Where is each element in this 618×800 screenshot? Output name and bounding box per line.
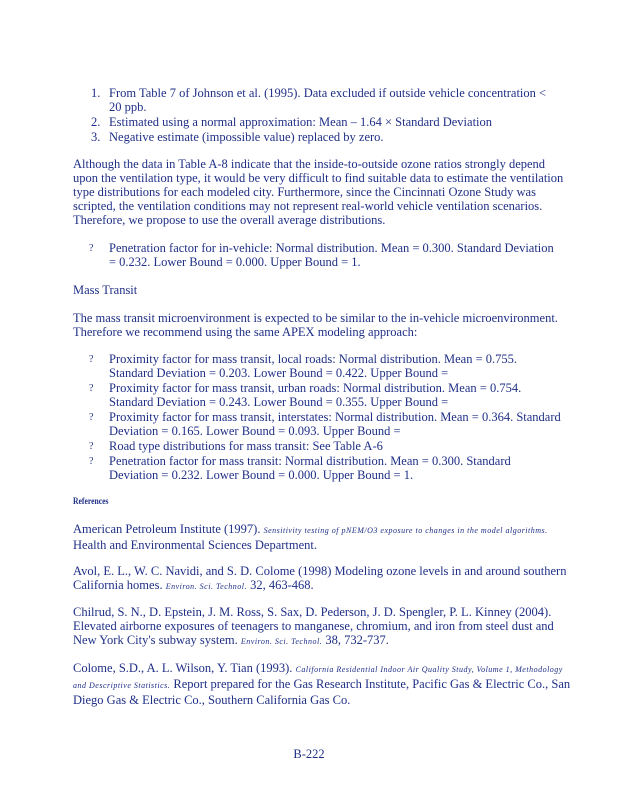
- list-item-text: Penetration factor for mass transit: Normal distribution. Mean = 0.300. Standard Deviation = 0.232. Lower Bound = 0.000. Upper Bound = 1.: [109, 454, 511, 482]
- reference-entry: [73, 522, 578, 552]
- note-text: From Table 7 of Johnson et al. (1995). Data excluded if outside vehicle concentration < 20 ppb.: [109, 86, 547, 114]
- reference-title: California Residential Indoor Air Quality Study, Volume 1, Methodology and Descriptive Statistics.: [73, 665, 563, 690]
- reference-title: Sensitivity testing of pNEM/O3 exposure to changes in the model algorithms.: [263, 526, 548, 535]
- note-number: 2.: [91, 115, 101, 129]
- list-item: [89, 454, 561, 482]
- note-text: Negative estimate (impossible value) replaced by zero.: [109, 130, 384, 144]
- reference-volume: 32, 463-468.: [247, 578, 314, 592]
- mass-transit-bullet-list: [89, 352, 561, 483]
- bullet-glyph: ?: [89, 243, 94, 254]
- list-item: [89, 241, 561, 269]
- paragraph-mass-transit: The mass transit microenvironment is expected to be similar to the in-vehicle microenvironment. Therefore we recommend using the same APEX modeling approach:: [73, 311, 558, 339]
- reference-text: Chilrud, S. N., D. Epstein, J. M. Ross, S. Sax, D. Pederson, J. D. Spengler, P. L. Kinney (2004). Elevated airborne exposures of teenagers to manganese, chromium, and iron from steel dust and New York City's subway system.: [73, 605, 554, 647]
- references-heading: References: [73, 496, 109, 506]
- list-item: [89, 410, 561, 438]
- list-item: [89, 439, 561, 453]
- note-number: 1.: [91, 86, 101, 100]
- note-item: [91, 86, 561, 114]
- page-number: B-222: [293, 747, 325, 761]
- note-number: 3.: [91, 130, 101, 144]
- note-item: [91, 130, 561, 144]
- list-item-text: Road type distributions for mass transit: See Table A-6: [109, 439, 383, 453]
- bullet-glyph: ?: [89, 354, 94, 365]
- list-item-text: Penetration factor for in-vehicle: Normal distribution. Mean = 0.300. Standard Deviation = 0.232. Lower Bound = 0.000. Upper Bound = 1.: [109, 241, 554, 269]
- list-item-text: Proximity factor for mass transit, urban roads: Normal distribution. Mean = 0.754. Standard Deviation = 0.243. Lower Bound = 0.355. Upper Bound =: [109, 381, 522, 409]
- note-item: [91, 115, 561, 129]
- reference-entry: [73, 605, 578, 649]
- reference-entry: [73, 661, 578, 707]
- paragraph-ventilation: Although the data in Table A-8 indicate that the inside-to-outside ozone ratios strongly depend upon the ventilation type, it would be very difficult to find suitable data to estimate the ventilation type distributions for each modeled city. Furthermore, since the Cincinnati Ozone Study was scripted, the ventilation conditions may not represent real-world vehicle ventilation scenarios. Therefore, we propose to use the overall average distributions.: [73, 157, 564, 227]
- reference-text: Colome, S.D., A. L. Wilson, Y. Tian (1993).: [73, 661, 296, 675]
- bullet-glyph: ?: [89, 441, 94, 452]
- reference-text: Avol, E. L., W. C. Navidi, and S. D. Colome (1998) Modeling ozone levels in and around southern California homes.: [73, 564, 567, 592]
- reference-journal: Environ. Sci. Technol.: [165, 582, 247, 591]
- note-text: Estimated using a normal approximation: Mean – 1.64 × Standard Deviation: [109, 115, 493, 129]
- list-item: [89, 352, 561, 380]
- list-item: [89, 381, 561, 409]
- bullet-glyph: ?: [89, 383, 94, 394]
- reference-volume: 38, 732-737.: [322, 633, 389, 647]
- list-item-text: Proximity factor for mass transit, local roads: Normal distribution. Mean = 0.755. Standard Deviation = 0.203. Lower Bound = 0.422. Upper Bound =: [109, 352, 518, 380]
- table-notes-list: [91, 86, 561, 145]
- reference-entry: [73, 564, 578, 594]
- reference-source: Health and Environmental Sciences Department.: [73, 538, 318, 552]
- bullet-glyph: ?: [89, 412, 94, 423]
- in-vehicle-bullet-list: [89, 241, 561, 270]
- reference-text: American Petroleum Institute (1997).: [73, 522, 264, 536]
- list-item-text: Proximity factor for mass transit, interstates: Normal distribution. Mean = 0.364. Standard Deviation = 0.165. Lower Bound = 0.093. Upper Bound =: [109, 410, 561, 438]
- section-heading-mass-transit: Mass Transit: [73, 283, 138, 297]
- reference-journal: Environ. Sci. Technol.: [240, 637, 323, 646]
- reference-source: Report prepared for the Gas Research Institute, Pacific Gas & Electric Co., San Diego Gas & Electric Co., Southern California Gas Co.: [73, 677, 571, 707]
- bullet-glyph: ?: [89, 456, 94, 467]
